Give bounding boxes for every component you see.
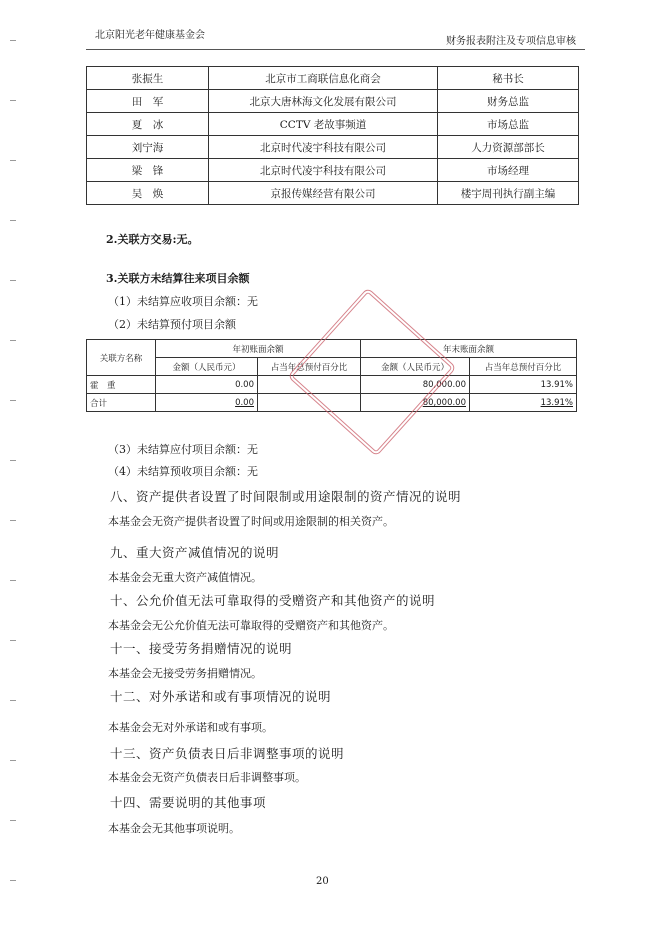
receivable-balance-text: （1）未结算应收项目余额：无 xyxy=(108,295,258,308)
section-14-title: 十四、需要说明的其他事项 xyxy=(110,795,267,810)
officer-org: 北京市工商联信息化商会 xyxy=(209,67,438,90)
party-name: 霍 重 xyxy=(87,376,156,394)
col-beginning-balance: 年初账面余额 xyxy=(156,340,361,358)
officer-name: 吴 焕 xyxy=(87,182,209,205)
section-unsettled-balances: 3.关联方未结算往来项目余额 xyxy=(106,272,250,285)
officer-title: 楼宇周刊执行副主编 xyxy=(438,182,579,205)
section-13-body: 本基金会无资产负债表日后非调整事项。 xyxy=(108,771,306,784)
section-related-transactions: 2.关联方交易:无。 xyxy=(106,233,199,246)
section-11-title: 十一、接受劳务捐赠情况的说明 xyxy=(110,641,293,656)
section-12-body: 本基金会无对外承诺和或有事项。 xyxy=(108,721,273,734)
officer-title: 秘书长 xyxy=(438,67,579,90)
section-9-title: 九、重大资产减值情况的说明 xyxy=(110,545,280,560)
officer-name: 刘宁海 xyxy=(87,136,209,159)
table-row xyxy=(87,182,579,205)
section-10-body: 本基金会无公允价值无法可靠取得的受赠资产和其他资产。 xyxy=(108,619,394,632)
section-11-body: 本基金会无接受劳务捐赠情况。 xyxy=(108,667,262,680)
total-end-percent: 13.91% xyxy=(540,397,573,408)
payable-balance-text: （3）未结算应付项目余额：无 xyxy=(108,443,258,456)
officer-name: 田 军 xyxy=(87,90,209,113)
officer-org: 北京时代凌宇科技有限公司 xyxy=(209,136,438,159)
section-9-body: 本基金会无重大资产减值情况。 xyxy=(108,571,262,584)
advance-receipt-balance-text: （4）未结算预收项目余额：无 xyxy=(108,465,258,478)
officer-name: 夏 冰 xyxy=(87,113,209,136)
table-row xyxy=(87,113,579,136)
table-row xyxy=(87,136,579,159)
officer-name: 张振生 xyxy=(87,67,209,90)
col-ending-balance: 年末账面余额 xyxy=(361,340,577,358)
officer-title: 人力资源部部长 xyxy=(438,136,579,159)
section-10-title: 十、公允价值无法可靠取得的受赠资产和其他资产的说明 xyxy=(110,593,436,608)
total-end-amount: 80,000.00 xyxy=(422,397,466,408)
table-row xyxy=(87,90,579,113)
total-label: 合计 xyxy=(87,394,156,412)
end-amount: 80,000.00 xyxy=(361,376,470,394)
official-seal-stamp xyxy=(287,287,456,456)
end-percent: 13.91% xyxy=(470,376,577,394)
page-number: 20 xyxy=(316,876,329,887)
section-12-title: 十二、对外承诺和或有事项情况的说明 xyxy=(110,689,332,704)
officers-table xyxy=(86,66,579,205)
col-begin-amount: 金额（人民币元） xyxy=(156,358,258,376)
officer-title: 市场经理 xyxy=(438,159,579,182)
prepayment-balance-heading: （2）未结算预付项目余额 xyxy=(108,318,236,331)
col-related-party: 关联方名称 xyxy=(87,340,156,376)
officer-org: CCTV 老故事频道 xyxy=(209,113,438,136)
section-8-body: 本基金会无资产提供者设置了时间或用途限制的相关资产。 xyxy=(108,515,394,528)
officer-title: 市场总监 xyxy=(438,113,579,136)
section-14-body: 本基金会无其他事项说明。 xyxy=(108,822,240,835)
officer-title: 财务总监 xyxy=(438,90,579,113)
header-rule xyxy=(86,49,585,50)
table-row xyxy=(87,159,579,182)
binding-holes xyxy=(10,40,18,900)
officer-org: 京报传媒经营有限公司 xyxy=(209,182,438,205)
begin-amount: 0.00 xyxy=(156,376,258,394)
section-8-title: 八、资产提供者设置了时间限制或用途限制的资产情况的说明 xyxy=(110,489,462,504)
col-end-amount: 金额（人民币元） xyxy=(361,358,470,376)
section-13-title: 十三、资产负债表日后非调整事项的说明 xyxy=(110,746,345,761)
officer-org: 北京时代凌宇科技有限公司 xyxy=(209,159,438,182)
header-report-title: 财务报表附注及专项信息审核 xyxy=(446,36,576,47)
col-end-percent: 占当年总预付百分比 xyxy=(470,358,577,376)
total-begin-amount: 0.00 xyxy=(235,397,254,408)
header-organization: 北京阳光老年健康基金会 xyxy=(95,30,205,41)
table-row xyxy=(87,67,579,90)
officer-org: 北京大唐林海文化发展有限公司 xyxy=(209,90,438,113)
col-begin-percent: 占当年总预付百分比 xyxy=(258,358,361,376)
officer-name: 梁 锋 xyxy=(87,159,209,182)
